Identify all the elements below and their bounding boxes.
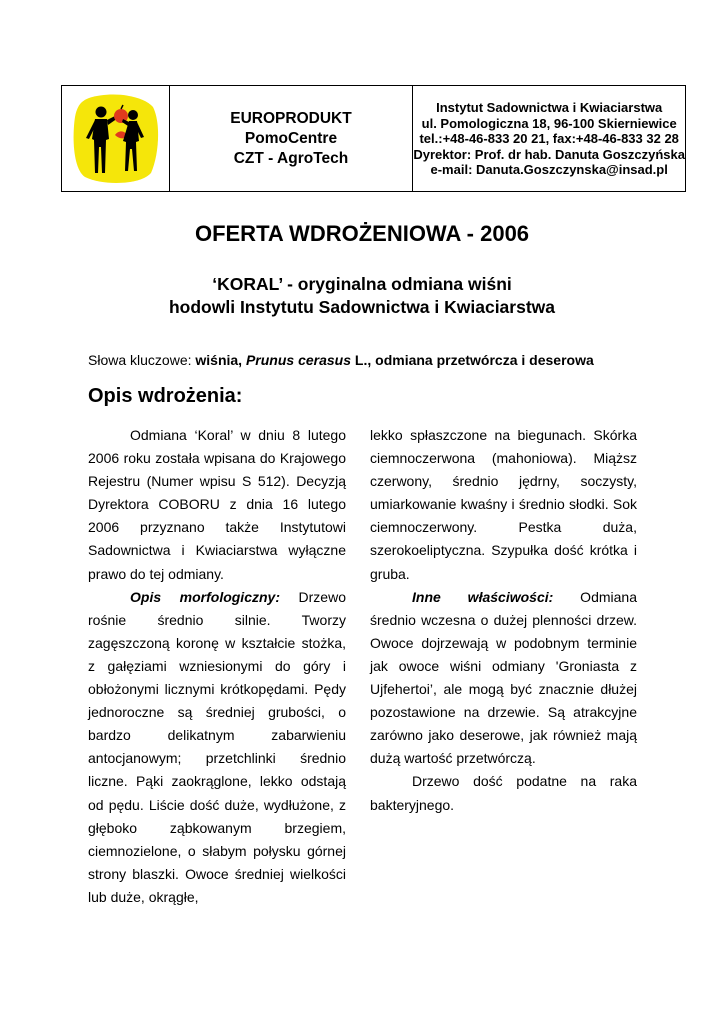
paragraph-morphology-cont: lekko spłaszczone na biegunach. Skórka ciemnoczerwona (mahoniowa). Miąższ czerwony, średnio jędrny, soczysty, umiarkowanie kwaśny i średnio słodki. Sok ciemnoczerwony. Pestka duża, szerokoeliptyczna. Szypułka dość krótka i gruba. bbox=[370, 427, 637, 582]
subtitle-line2: hodowli Instytutu Sadownictwa i Kwiaciarstwa bbox=[168, 297, 556, 317]
logo-background bbox=[74, 94, 159, 182]
keywords-part1: wiśnia, bbox=[195, 352, 246, 368]
institute-name: Instytut Sadownictwa i Kwiaciarstwa bbox=[436, 100, 663, 116]
keywords-label: Słowa kluczowe: bbox=[88, 352, 196, 368]
keywords-part2: L., odmiana przetwórcza i deserowa bbox=[351, 352, 594, 368]
institute-cell bbox=[413, 86, 685, 191]
paragraph-properties bbox=[370, 586, 637, 771]
properties-text: Odmiana średnio wczesna o dużej plenności drzew. Owoce dojrzewają w podobnym terminie jak owoce wiśni odmiany 'Groniasta z Ujfehertoi’, ale mogą być znacznie dłużej pozostawione na drzewie. Są atrakcyjne zarówno jako deserowe, jak również mają dużą wartość przetwórczą. bbox=[370, 588, 637, 767]
paragraph-disease: Drzewo dość podatne na raka bakteryjnego. bbox=[370, 773, 637, 813]
paragraph-registration: Odmiana ‘Koral’ w dniu 8 lutego 2006 roku została wpisana do Krajowego Rejestru (Numer wpisu S 512). Decyzją Dyrektora COBORU z dnia 16 lutego 2006 przyznano także Instytutowi Sadownictwa i Kwiaciarstwa wyłączne prawo do tej odmiany. bbox=[88, 427, 346, 582]
subtitle bbox=[0, 273, 724, 319]
company-line: EUROPRODUKT bbox=[230, 109, 352, 127]
institute-address: ul. Pomologiczna 18, 96-100 Skierniewice bbox=[421, 115, 677, 131]
company-cell bbox=[170, 86, 414, 191]
left-column bbox=[88, 424, 346, 909]
institute-email: e-mail: Danuta.Goszczynska@insad.pl bbox=[430, 162, 668, 178]
keywords bbox=[88, 352, 594, 368]
header-box bbox=[61, 85, 686, 192]
institute-phone: tel.:+48-46-833 20 21, fax:+48-46-833 32 28 bbox=[419, 131, 679, 147]
adam-eve-apple-logo-icon bbox=[71, 93, 159, 185]
page-title: OFERTA WDROŻENIOWA - 2006 bbox=[194, 221, 530, 246]
keywords-latin: Prunus cerasus bbox=[245, 352, 352, 368]
section-title: Opis wdrożenia: bbox=[88, 385, 243, 407]
company-line: PomoCentre bbox=[244, 129, 338, 147]
morphology-label: Opis morfologiczny: bbox=[130, 588, 280, 605]
logo-cell bbox=[62, 86, 170, 191]
properties-label: Inne właściwości: bbox=[412, 588, 554, 605]
right-column bbox=[370, 424, 637, 817]
paragraph-morphology bbox=[88, 586, 346, 909]
company-line: CZT - AgroTech bbox=[233, 149, 349, 167]
institute-director: Dyrektor: Prof. dr hab. Danuta Goszczyńska bbox=[413, 146, 685, 162]
morphology-text: Drzewo rośnie średnio silnie. Tworzy zagęszczoną koronę w kształcie stożka, z gałęziami wzniesionymi do góry i obłożonymi licznymi krótkopędami. Pędy jednoroczne są średniej grubości, o bardzo delikatnym zabarwieniu antocjanowym; przetchlinki średnio liczne. Pąki zaokrąglone, lekko odstają od pędu. Liście dość duże, wydłużone, z głęboko ząbkowanym brzegiem, ciemnozielone, o słabym połysku górnej strony blaszki. Owoce średniej wielkości lub duże, okrągłe, bbox=[88, 588, 346, 905]
subtitle-line1: ‘KORAL’ - oryginalna odmiana wiśni bbox=[212, 274, 512, 294]
